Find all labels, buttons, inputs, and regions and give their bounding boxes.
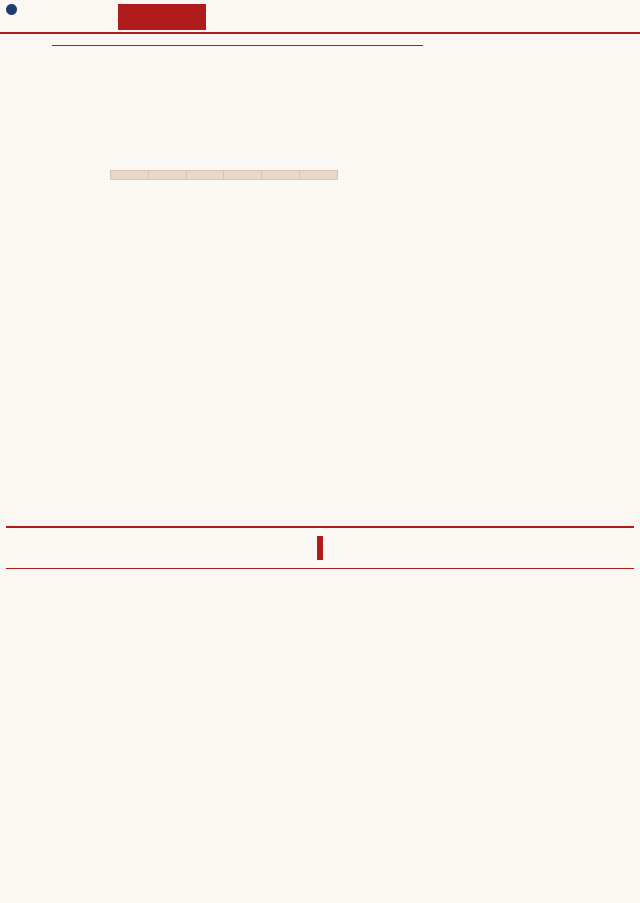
column-header xyxy=(186,171,224,180)
section-tab xyxy=(118,4,206,30)
column-header xyxy=(148,171,186,180)
ranking-table xyxy=(110,170,338,180)
column-header xyxy=(111,171,149,180)
article-column-2 xyxy=(110,343,212,518)
column-header xyxy=(224,171,262,180)
column-header xyxy=(262,171,300,180)
divider xyxy=(6,568,634,569)
article-column-1 xyxy=(6,162,104,518)
briefs-title xyxy=(6,536,634,560)
column-header xyxy=(300,171,338,180)
article-column-3 xyxy=(216,343,318,518)
divider xyxy=(52,45,423,46)
standards-sidebar xyxy=(428,40,634,518)
briefs-title-highlight xyxy=(317,536,323,560)
divider xyxy=(6,526,634,528)
masthead xyxy=(0,0,640,34)
table-header-row xyxy=(111,171,338,180)
article-column-4 xyxy=(342,162,423,518)
logo-emblem-icon xyxy=(6,4,17,15)
newspaper-logo xyxy=(6,4,20,15)
bar-chart xyxy=(110,253,338,331)
